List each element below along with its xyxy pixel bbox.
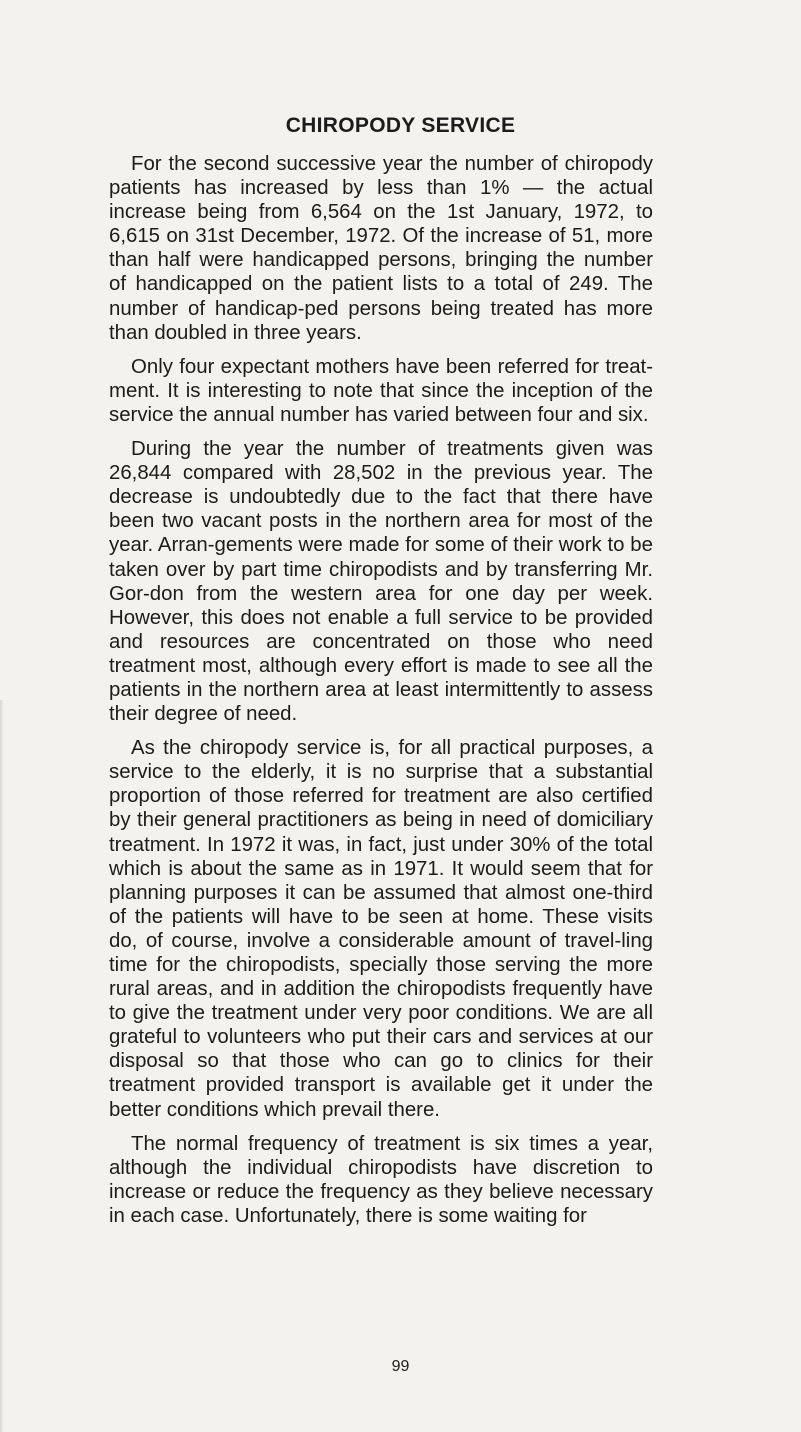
binding-shadow xyxy=(0,700,4,1432)
paragraph-patient-numbers: For the second successive year the number of chiropody patients has increased by less than 1% — the actual increase being from 6,564 on the 1st January, 1972, to 6,615 on 31st December, 1972. Of the increase of 51, more than half were handicapped persons, bringing the number of handicapped on the patient lists to a total of 249. The number of handicap-ped persons being treated has more than doubled in three years. xyxy=(109,153,653,344)
paragraph-treatments: During the year the number of treatments given was 26,844 compared with 28,502 in the previous year. The decrease is undoubtedly due to the fact that there have been two vacant posts in the northern area for most of the year. Arran-gements were made for some of their work to be taken over by part time chiropodists and by transferring Mr. Gor-don from the western area for one day per week. However, this does not enable a full service to be provided and resources are concentrated on those who need treatment most, although every effort is made to see all the patients in the northern area at least intermittently to assess their degree of need. xyxy=(109,438,653,726)
paragraph-frequency: The normal frequency of treatment is six times a year, although the individual chiropodists have discretion to increase or reduce the frequency as they believe necessary in each case. Unfortunately, there is some waiting for xyxy=(109,1132,653,1227)
paragraph-domiciliary: As the chiropody service is, for all practical purposes, a service to the elderly, it is no surprise that a substantial proportion of those referred for treatment are also certified by their general practitioners as being in need of domiciliary treatment. In 1972 it was, in fact, just under 30% of the total which is about the same as in 1971. It would seem that for planning purposes it can be assumed that almost one-third of the patients will have to be seen at home. These visits do, of course, involve a considerable amount of travel-ling time for the chiropodists, specially those serving the more rural areas, and in addition the chiropodists frequently have to give the treatment under very poor conditions. We are all grateful to volunteers who put their cars and services at our disposal so that those who can go to clinics for their treatment provided transport is available get it under the better conditions which prevail there. xyxy=(109,737,653,1121)
page-number: 99 xyxy=(391,1358,410,1375)
body-text xyxy=(109,152,653,1238)
paragraph-expectant-mothers: Only four expectant mothers have been referred for treat-ment. It is interesting to note that since the inception of the service the annual number has varied between four and six. xyxy=(109,355,653,426)
page-title: CHIROPODY SERVICE xyxy=(285,114,516,137)
